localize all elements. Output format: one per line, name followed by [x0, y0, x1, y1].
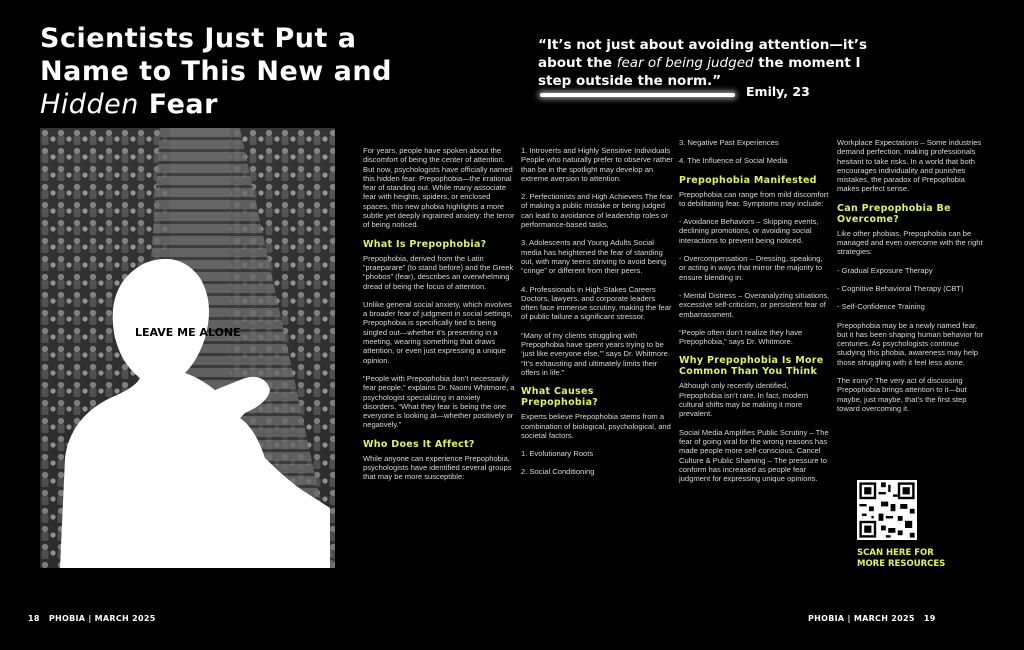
pull-quote — [538, 36, 868, 90]
title-italic-word: Hidden — [40, 89, 139, 120]
qr-caption-line-1: SCAN HERE FOR — [857, 548, 934, 558]
footer-label-right: PHOBIA | MARCH 2025 — [808, 614, 915, 623]
list-item: - Gradual Exposure Therapy — [837, 265, 933, 275]
list-item: 2. Perfectionists and High Achievers The fear of making a public mistake or being judged can lead to avoidance of leadership roles or performance-based tasks. — [521, 192, 673, 230]
paragraph: “Many of my clients struggling with Prepophobia have spent years trying to be ‘just like everyone else,’” says Dr. Whitmore. “It’s exhausting and ultimately limits their offers in life.” — [521, 330, 670, 377]
paragraph: Social Media Amplifies Public Scrutiny – The fear of going viral for the wrong reasons has made people more self-conscious. Cancel Culture & Public Shaming – The pressure to conform has increased as people fear judgment for expressing unique opinions. — [679, 427, 829, 484]
list-item: 3. Adolescents and Young Adults Social media has heightened the fear of standing out, with many teens striving to avoid being “cringe” or different from their peers. — [521, 238, 667, 276]
article-column-3 — [679, 138, 831, 492]
list-item: 1. Introverts and Highly Sensitive Individuals People who naturally prefer to observe rather than be in the spotlight may develop an extreme aversion to attention. — [521, 146, 673, 183]
paragraph: Experts believe Prepophobia stems from a combination of biological, psychological, and societal factors. — [521, 412, 671, 440]
list-item: - Self-Confidence Training — [837, 302, 925, 312]
paragraph: Prepophobia can range from mild discomfort to debilitating fear. Symptoms may include: — [679, 189, 829, 208]
intro-paragraph: For years, people have spoken about the discomfort of being the center of attention. But now, psychologists have officially named this hidden fear: Prepophobia—the irrational fear of standing out. While many associate fear with heights, spiders, or enclosed spaces, this new phobia highlights a more subtle yet deeply ingrained anxiety: the terror of being noticed. — [363, 146, 515, 230]
image-overlay-text: LEAVE ME ALONE — [135, 326, 241, 339]
paragraph: Although only recently identified, Prepophobia isn’t rare. In fact, modern cultural shifts may be making it more prevalent. — [679, 381, 809, 419]
crowd-silhouette-illustration — [40, 128, 335, 568]
paragraph: “People with Prepophobia don’t necessarily fear people,” explains Dr. Naomi Whitmore, a psychologist specializing in anxiety disorders. “What they fear is being the one everyone is looking at—whether positively or negatively.” — [363, 373, 515, 430]
paragraph: “People often don’t realize they have Prepophobia,” says Dr. Whitmore. — [679, 327, 803, 347]
page-number-right: 19 — [923, 614, 936, 623]
article-column-2 — [521, 146, 673, 486]
footer-right — [808, 614, 942, 623]
list-item: - Overcompensation – Dressing, speaking, or acting in ways that mirror the majority to ensure blending in. — [679, 254, 823, 282]
heading-why-common: Why Prepophobia Is More Common Than You Think — [679, 355, 824, 378]
footer-label-left: PHOBIA | MARCH 2025 — [48, 614, 156, 623]
crowd-silhouette-image — [40, 128, 335, 568]
heading-what-is: What Is Prepophobia? — [363, 238, 487, 250]
article-title — [40, 22, 460, 121]
title-line-2: Name to This New and — [40, 56, 392, 87]
heading-who-affect: Who Does It Affect? — [363, 438, 475, 450]
title-line-1: Scientists Just Put a — [40, 23, 357, 54]
paragraph: Prepophobia, derived from the Latin “praeparare” (to stand before) and the Greek “phobos” (fear), describes an overwhelming dread of being the focus of attention. — [363, 253, 514, 291]
list-item: - Cognitive Behavioral Therapy (CBT) — [837, 283, 964, 293]
title-line-3 — [40, 88, 460, 121]
heading-causes: What Causes Prepophobia? — [521, 386, 599, 409]
list-item: - Mental Distress – Overanalyzing situations, excessive self-criticism, or persistent fear of embarrassment. — [679, 290, 830, 319]
list-item: 4. The Influence of Social Media — [679, 156, 788, 166]
list-item: - Avoidance Behaviors – Skipping events, declining promotions, or avoiding social interactions to prevent being noticed. — [679, 217, 819, 245]
list-item: 2. Social Conditioning — [521, 467, 595, 477]
qr-caption — [857, 548, 987, 570]
heading-overcome: Can Prepophobia Be Overcome? — [837, 202, 951, 225]
page-number-left: 18 — [28, 614, 40, 623]
quote-italic: fear of being judged — [616, 55, 754, 71]
qr-caption-line-2: MORE RESOURCES — [857, 559, 946, 569]
list-item: 3. Negative Past Experiences — [679, 138, 779, 147]
paragraph: While anyone can experience Prepophobia, psychologists have identified several groups that may be more susceptible: — [363, 453, 512, 482]
article-column-4 — [837, 138, 989, 422]
quote-part-1: “It’s not just about avoiding attention—it’s about the — [538, 37, 868, 71]
article-column-1 — [363, 146, 515, 491]
paragraph: Workplace Expectations – Some industries demand perfection, making professionals hesitant to take risks. In a world that both encourages individuality and punishes mistakes, the paradox of Prepophobia makes perfect sense. — [837, 138, 982, 194]
paragraph: Prepophobia may be a newly named fear, but it has been shaping human behavior for centuries. As psychologists continue studying this phobia, awareness may help those struggling with it feel less alone. — [837, 320, 984, 367]
list-item: 1. Evolutionary Roots — [521, 449, 594, 459]
quote-glow-line — [540, 93, 735, 97]
quote-part-2: the moment I step outside the norm.” — [538, 55, 861, 89]
title-bold-word: Fear — [148, 89, 218, 120]
qr-code-icon[interactable] — [857, 480, 917, 540]
quote-author: Emily, 23 — [746, 84, 810, 99]
paragraph: The irony? The very act of discussing Prepophobia brings attention to it—but maybe, just maybe, that’s the first step toward overcoming it. — [837, 376, 967, 413]
heading-manifested: Prepophobia Manifested — [679, 174, 817, 186]
paragraph: Like other phobias, Prepophobia can be managed and even overcome with the right strategies: — [837, 228, 983, 257]
list-item: 4. Professionals in High-Stakes Careers Doctors, lawyers, and corporate leaders often face immense scrutiny, making the fear of public failure a significant stressor. — [521, 284, 672, 322]
paragraph: Unlike general social anxiety, which involves a broader fear of judgment in social settings, Prepophobia is specifically tied to being singled out—whether it’s presenting in a meeting, wearing something that draws attention, or even just expressing a unique opinion. — [363, 299, 513, 365]
footer-left — [28, 614, 162, 623]
